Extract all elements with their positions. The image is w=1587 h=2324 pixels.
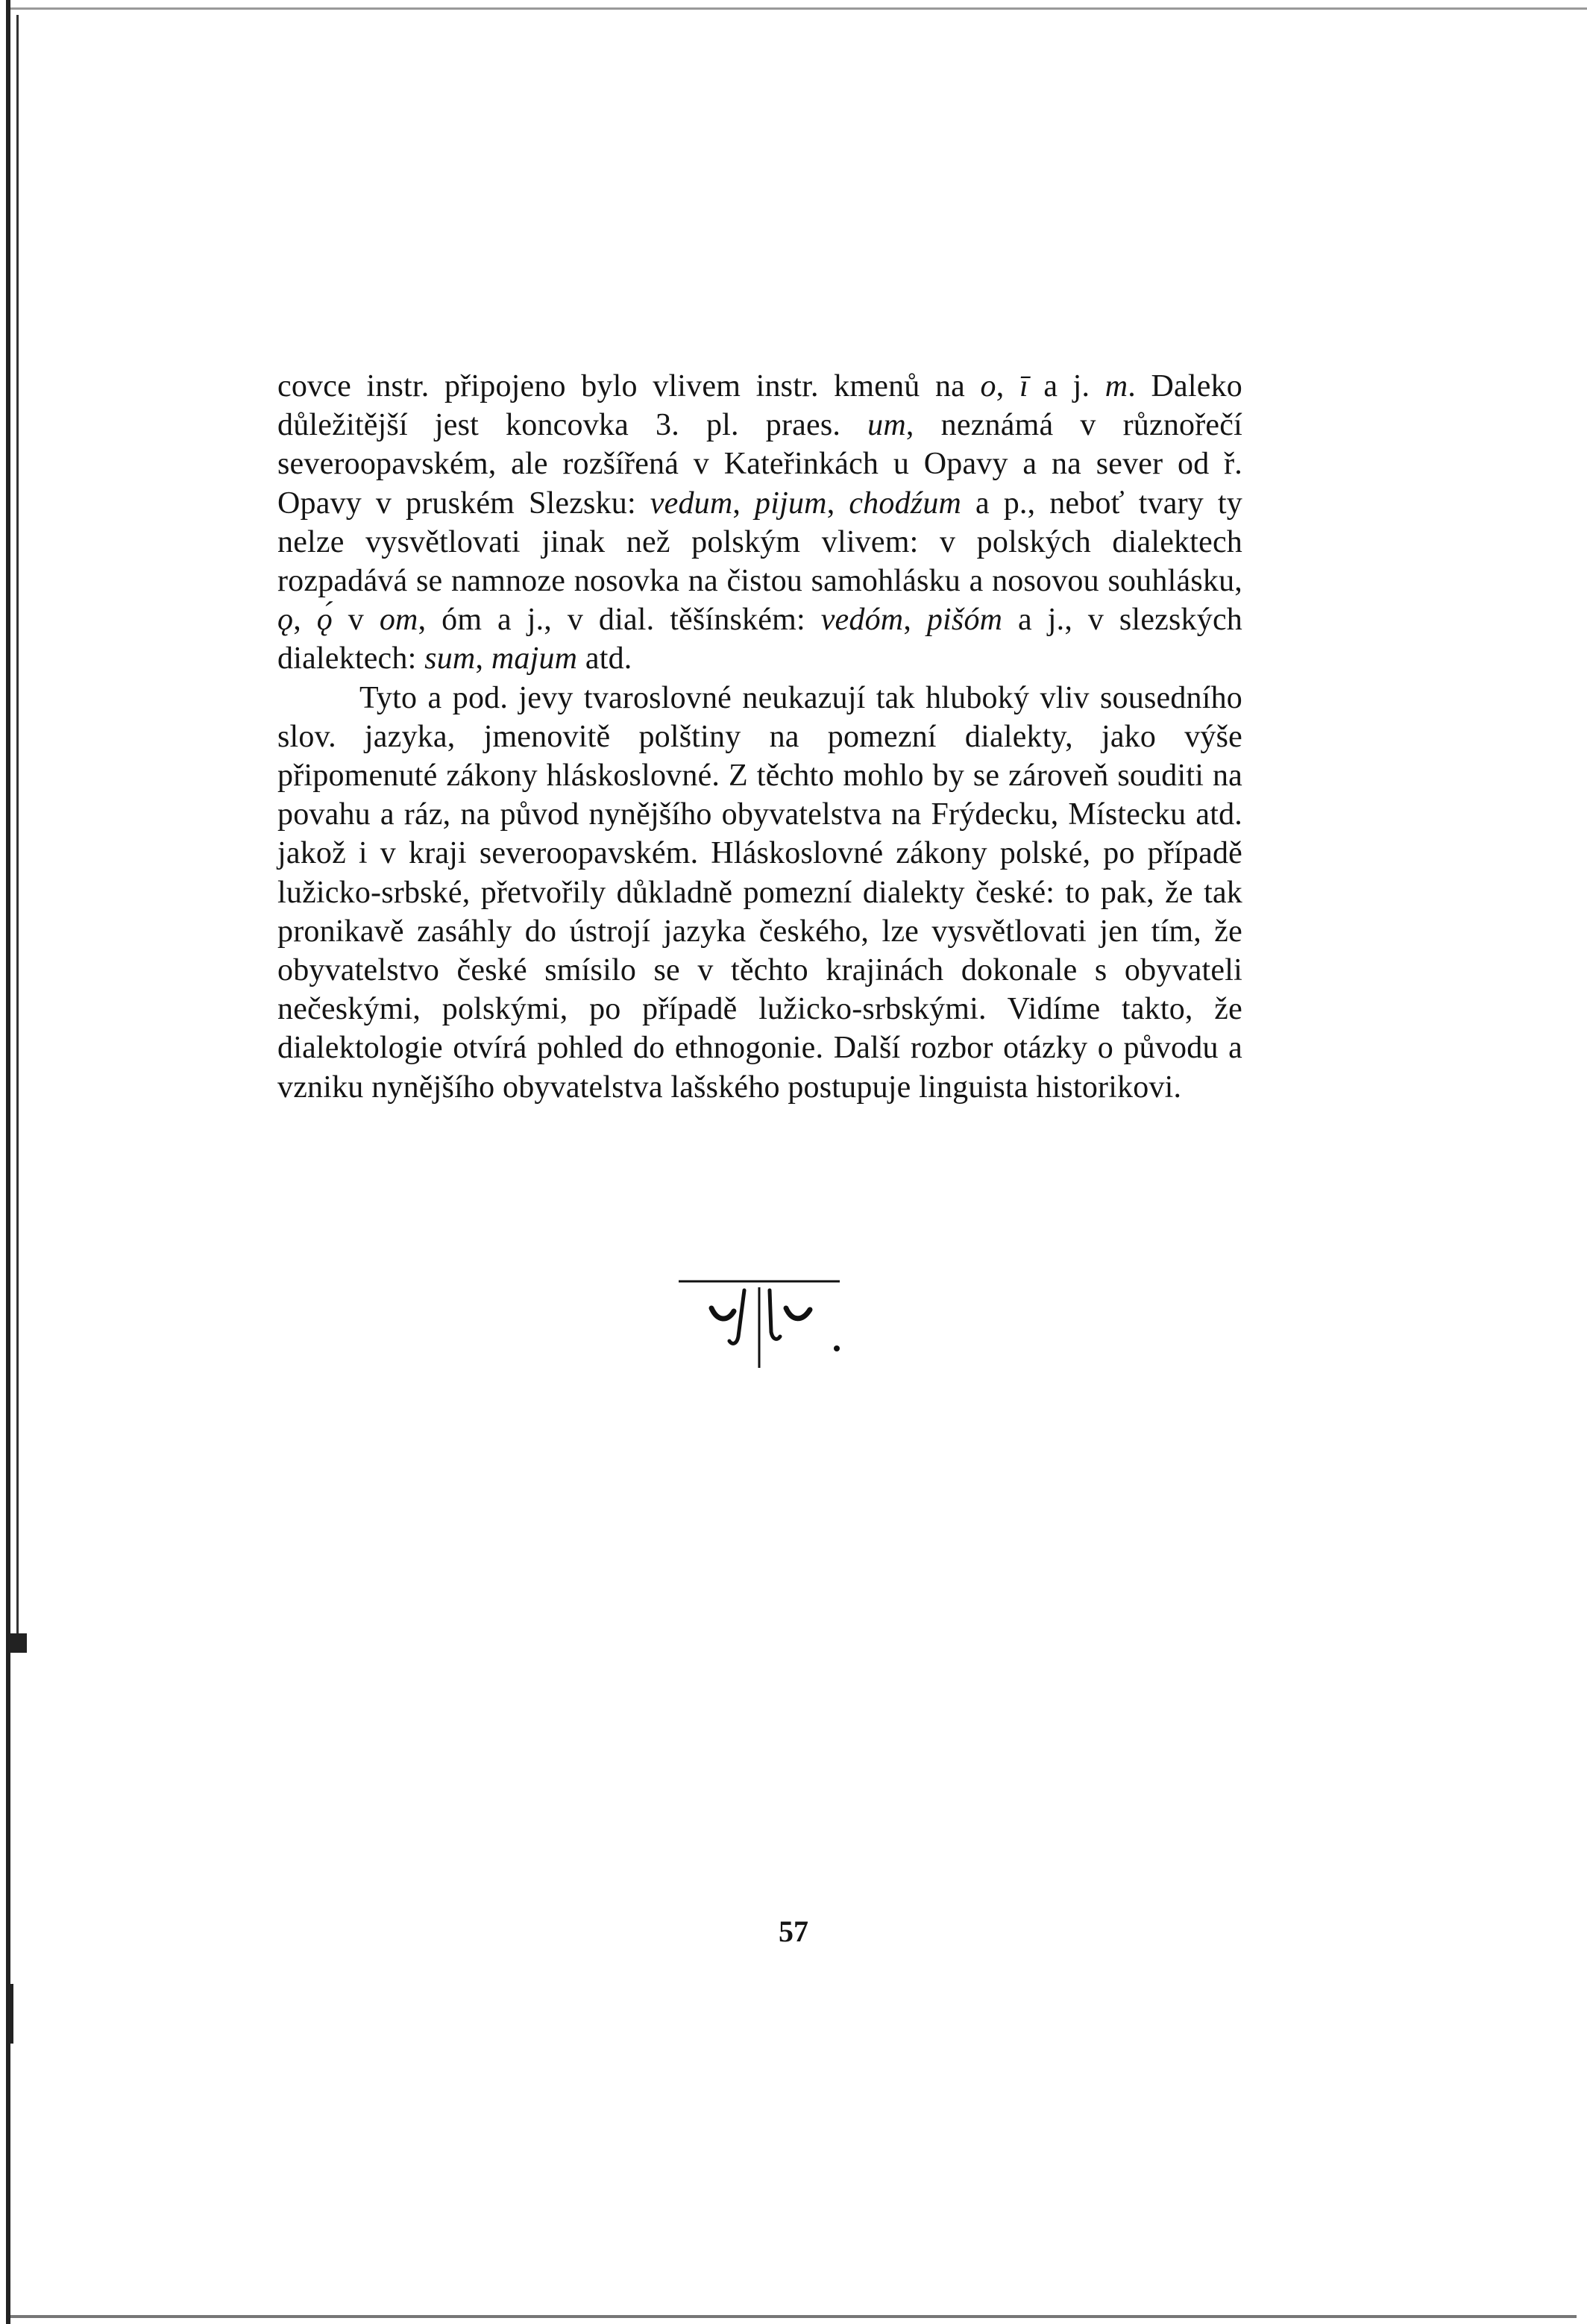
italic-form: vedóm: [820, 603, 904, 638]
text-run: ,: [732, 486, 755, 521]
text-run: a j.: [1028, 369, 1105, 403]
italic-form: um: [867, 408, 906, 443]
scan-artifact: [6, 1633, 27, 1653]
text-run: , neznámá v různořečí severoopavském, ale rozšířená v Kateřinkách u Opavy a na sever od ř. Opavy v pruském Slezsku:: [277, 408, 1242, 521]
text-run: ,: [293, 603, 317, 638]
scan-edge-left-inner: [16, 15, 19, 1648]
italic-form: o: [980, 369, 996, 403]
italic-form: majum: [491, 641, 578, 676]
italic-form: ǫ́: [316, 603, 333, 638]
paragraph: [277, 679, 1242, 1107]
text-run: , óm a j., v dial. těšínském:: [418, 603, 821, 638]
italic-form: m: [1104, 369, 1128, 403]
text-run: ,: [996, 369, 1019, 403]
italic-form: sum: [424, 641, 476, 676]
scan-edge-top: [10, 7, 1587, 10]
italic-form: om: [379, 603, 418, 638]
text-run: atd.: [577, 641, 632, 676]
text-run: . Daleko důležitější jest koncovka 3. pl. praes.: [277, 369, 1242, 443]
text-run: v: [332, 603, 380, 638]
text-run: covce instr. připojeno bylo vlivem instr. kmenů na: [277, 369, 981, 403]
text-run: ,: [826, 486, 849, 521]
italic-form: ǫ: [277, 603, 294, 638]
text-run: Tyto a pod. jevy tvaroslovné neukazují tak hluboký vliv sousedního slov. jazyka, jmenovitě polštiny na pomezní dialekty, jako výše připomenuté zákony hláskoslovné. Z těchto mohlo by se zároveň souditi na povahu a ráz, na původ nynějšího obyvatelstva na Frýdecku, Místecku atd. jakož i v kraji severoopavském. Hláskoslovné zákony polské, po případě lužicko-srbské, přetvořily důkladně pomezní dialekty české: to pak, že tak pronikavě zasáhly do ústrojí jazyka českého, lze vysvětlovati jen tím, že obyvatelstvo české smísilo se v těchto krajinách dokonale s obyvateli nečeskými, polskými, po případě lužicko-srbskými. Vidíme takto, že dialektologie otvírá pohled do ethnogonie. Další rozbor otázky o původu a vzniku nynějšího obyvatelstva lašského postupuje linguista historikovi.: [277, 680, 1242, 1105]
body-text: [277, 367, 1242, 1107]
text-run: ,: [903, 603, 927, 638]
text-run: ,: [475, 641, 491, 676]
italic-form: ī: [1019, 369, 1028, 403]
page-number: 57: [779, 1915, 808, 1948]
italic-form: pišóm: [926, 603, 1003, 638]
paragraph-continuation: [277, 367, 1242, 679]
scan-edge-bottom: [10, 2315, 1577, 2318]
italic-form: vedum: [650, 486, 733, 521]
ornament-dot: [834, 1345, 840, 1351]
italic-form: pijum: [755, 486, 827, 521]
scan-artifact: [6, 1984, 13, 2044]
fleuron-ornament-icon: [676, 1278, 843, 1371]
text-run: a p., neboť tvary ty nelze vysvětlovati jinak než polským vlivem: v polských dialektech rozpadává se namnoze nosovka na čistou samohlásku a nosovou souhlásku,: [277, 486, 1242, 599]
scan-edge-left: [6, 0, 10, 2324]
italic-form: chodźum: [849, 486, 962, 521]
text-run: a j., v slezských dialektech:: [277, 603, 1242, 676]
